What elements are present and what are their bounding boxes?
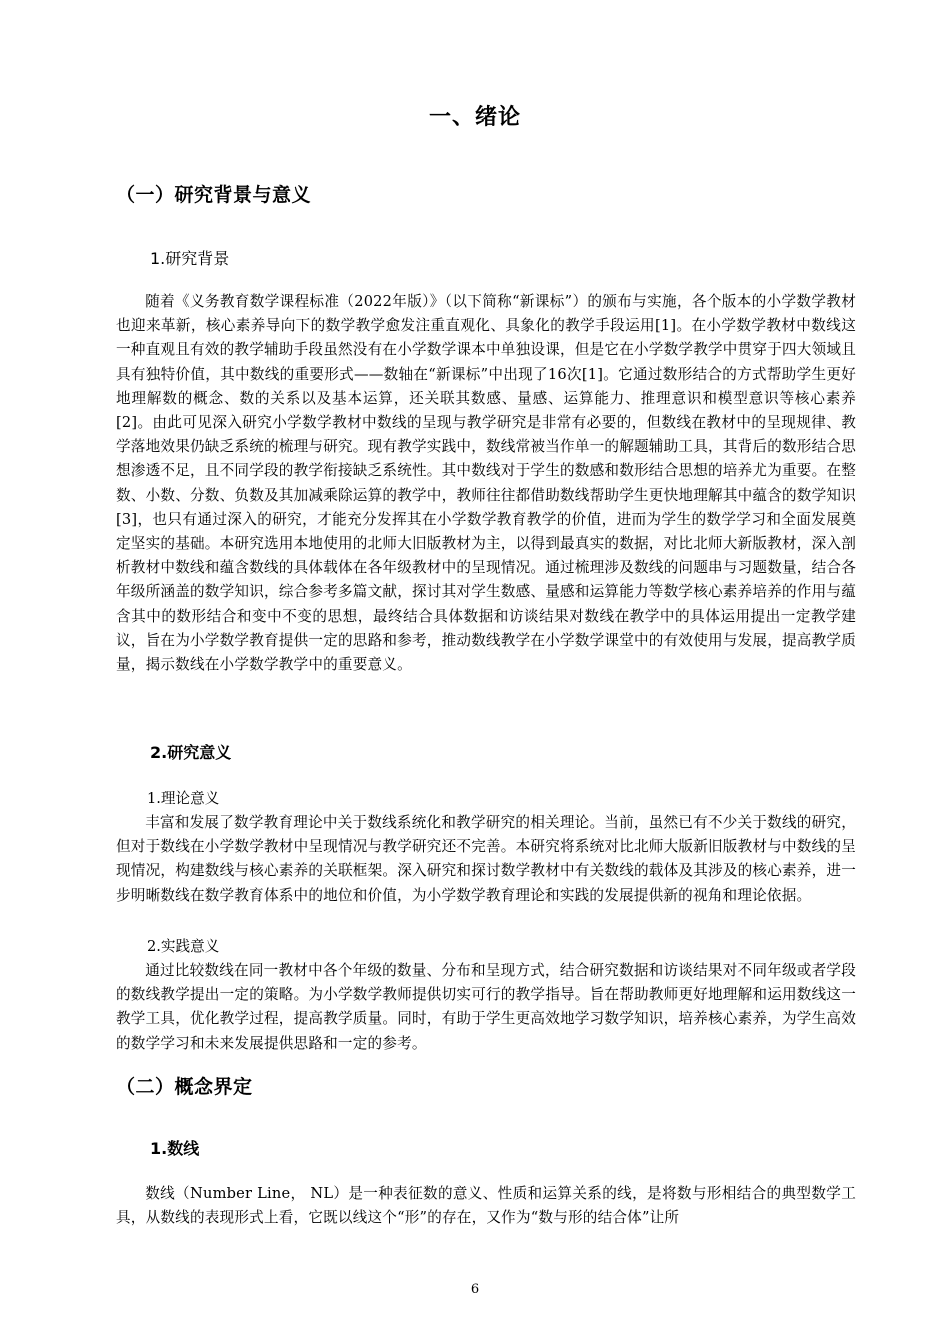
research-background-paragraph: 随着《义务教育数学课程标准（2022年版）》（以下简称“新课标”）的颁布与实施，各个版本的小学数学教材也迎来革新，核心素养导向下的数学教学愈发注重直观化、具象化的教学手段运用[1]。在小学数学教材中数线这一种直观且有效的教学辅助手段虽然没有在小学数学课本中单独设课，但是它在小学数学教学中贯穿于四大领域且具有独特价值，其中数线的重要形式——数轴在“新课标”中出现了16次[1]。它通过数形结合的方式帮助学生更好地理解数的概念、数的关系以及基本运算，还关联其数感、量感、运算能力、推理意识和模型意识等核心素养[2]。由此可见深入研究小学数学教材中数线的呈现与教学研究是非常有必要的，但数线在教材中的呈现规律、教学落地效果仍缺乏系统的梳理与研究。现有教学实践中，数线常被当作单一的解题辅助工具，其背后的数形结合思想渗透不足，且不同学段的教学衔接缺乏系统性。其中数线对于学生的数感和数形结合思想的培养尤为重要。在整数、小数、分数、负数及其加减乘除运算的教学中，教师往往都借助数线帮助学生更快地理解其中蕴含的数学知识[3]，也只有通过深入的研究，才能充分发挥其在小学数学教育教学的价值，进而为学生的数学学习和全面发展奠定坚实的基础。本研究选用本地使用的北师大旧版教材为主，以得到最真实的数据，对比北师大新版教材，深入剖析教材中数线和蕴含数线的具体载体在各年级教材中的呈现情况。通过梳理涉及数线的问题串与习题数量，结合各年级所涵盖的数学知识，综合参考多篇文献，探讨其对学生数感、量感和运算能力等数学核心素养培养的作用与蕴含其中的数形结合和变中不变的思想，最终结合具体数据和访谈结果对数线在教学中的具体运用提出一定教学建议，旨在为小学数学教育提供一定的思路和参考，推动数线教学在小学数学课堂中的有效使用与发展，提高教学质量，揭示数线在小学数学教学中的重要意义。: [116, 293, 856, 674]
section-title: （二）概念界定: [116, 1076, 253, 1098]
number-line-definition-paragraph: 数线（Number Line， NL）是一种表征数的意义、性质和运算关系的线，是将数与形相结合的典型数学工具，从数线的表现形式上看，它既以线这个“形”的存在，又作为“数与形的结合体”让所: [116, 1185, 856, 1227]
subsection-title: 2.研究意义: [150, 743, 232, 762]
practice-significance-paragraph: 通过比较数线在同一教材中各个年级的数量、分布和呈现方式，结合研究数据和访谈结果对不同年级或者学段的数线教学提出一定的策略。为小学数学教师提供切实可行的教学指导。旨在帮助教师更好地理解和运用数线这一教学工具，优化教学过程，提高教学质量。同时，有助于学生更高效地学习数学知识，培养核心素养，为学生高效的数学学习和未来发展提供思路和一定的参考。: [116, 962, 856, 1052]
theory-significance-paragraph: 丰富和发展了数学教育理论中关于数线系统化和教学研究的相关理论。当前，虽然已有不少关于数线的研究，但对于数线在小学数学教材中呈现情况与教学研究还不完善。本研究将系统对比北师大版新旧版教材与中数线的呈现情况，构建数线与核心素养的关联框架。深入研究和探讨数学教材中有关数线的载体及其涉及的核心素养，进一步明晰数线在数学教育体系中的地位和价值，为小学数学教育理论和实践的发展提供新的视角和理论依据。: [116, 814, 856, 904]
subsection-title: 1.研究背景: [150, 249, 230, 268]
practice-significance-label: 2.实践意义: [147, 938, 220, 955]
chapter-title: 一、绪论: [428, 105, 521, 130]
theory-significance-label: 1.理论意义: [147, 790, 220, 807]
section-title: （一）研究背景与意义: [116, 184, 312, 206]
subsection-title: 1.数线: [150, 1139, 200, 1158]
page-number: 6: [470, 1282, 480, 1297]
